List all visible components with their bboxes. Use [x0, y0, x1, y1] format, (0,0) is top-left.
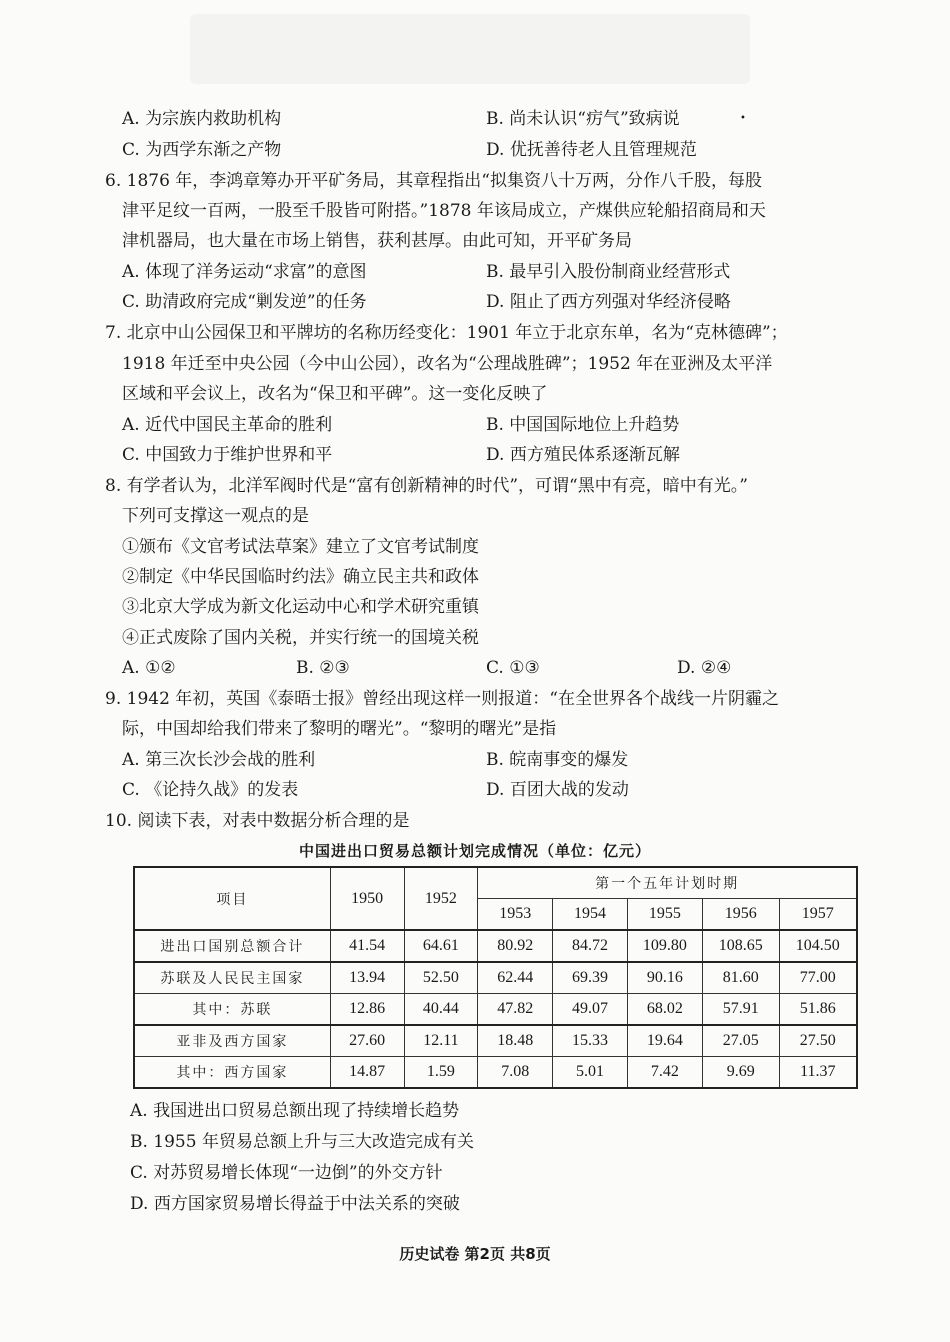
cell: 81.60	[702, 962, 779, 994]
header-year: 1956	[702, 899, 779, 931]
cell: 69.39	[553, 962, 628, 994]
q10-option-b: B. 1955 年贸易总额上升与三大改造完成有关	[130, 1132, 474, 1152]
q6-option-d: D. 阻止了西方列强对华经济侵略	[486, 292, 731, 312]
cell: 12.11	[404, 1025, 478, 1057]
cell: 15.33	[553, 1025, 628, 1057]
row-label: 亚非及西方国家	[134, 1025, 330, 1057]
cell: 104.50	[779, 930, 857, 962]
cell: 1.59	[404, 1057, 478, 1089]
q10-option-d: D. 西方国家贸易增长得益于中法关系的突破	[130, 1194, 460, 1214]
q8-statement: ②制定《中华民国临时约法》确立民主共和政体	[122, 567, 479, 587]
header-year: 1953	[478, 899, 553, 931]
q8-statement: ③北京大学成为新文化运动中心和学术研究重镇	[122, 597, 479, 617]
q10-option-a: A. 我国进出口贸易总额出现了持续增长趋势	[130, 1101, 460, 1121]
cell: 41.54	[330, 930, 404, 962]
cell: 90.16	[627, 962, 702, 994]
cell: 68.02	[627, 994, 702, 1026]
cell: 52.50	[404, 962, 478, 994]
cell: 49.07	[553, 994, 628, 1026]
q10-stem: 10. 阅读下表，对表中数据分析合理的是	[105, 811, 410, 831]
cell: 11.37	[779, 1057, 857, 1089]
cell: 9.69	[702, 1057, 779, 1089]
row-label: 进出口国别总额合计	[134, 930, 330, 962]
row-label: 苏联及人民民主国家	[134, 962, 330, 994]
header-plan-period: 第一个五年计划时期	[478, 867, 857, 899]
scan-dot: •	[740, 113, 746, 124]
cell: 7.08	[478, 1057, 553, 1089]
cell: 27.05	[702, 1025, 779, 1057]
table-row	[134, 1057, 857, 1089]
q5-option-c: C. 为西学东渐之产物	[122, 140, 282, 160]
q7-stem-line: 区域和平会议上，改名为“保卫和平碑”。这一变化反映了	[122, 384, 548, 404]
cell: 5.01	[553, 1057, 628, 1089]
header-year: 1955	[627, 899, 702, 931]
q8-option-b: B. ②③	[296, 658, 350, 678]
cell: 7.42	[627, 1057, 702, 1089]
q9-option-c: C. 《论持久战》的发表	[122, 780, 299, 800]
q7-stem-line: 1918 年迁至中央公园（今中山公园），改名为“公理战胜碑”；1952 年在亚洲及太平洋	[122, 354, 773, 374]
table-header-row	[134, 867, 857, 899]
cell: 109.80	[627, 930, 702, 962]
q6-stem-line: 津机器局，也大量在市场上销售，获利甚厚。由此可知，开平矿务局	[122, 231, 632, 251]
q5-option-d: D. 优抚善待老人且管理规范	[486, 140, 697, 160]
q7-option-d: D. 西方殖民体系逐渐瓦解	[486, 445, 680, 465]
q8-statement: ④正式废除了国内关税，并实行统一的国境关税	[122, 628, 479, 648]
q9-option-d: D. 百团大战的发动	[486, 780, 629, 800]
cell: 19.64	[627, 1025, 702, 1057]
q6-stem-line: 津平足纹一百两，一股至千股皆可附搭。”1878 年该局成立，产煤供应轮船招商局和天	[122, 201, 766, 221]
cell: 84.72	[553, 930, 628, 962]
row-label: 其中：西方国家	[134, 1057, 330, 1089]
table-row	[134, 994, 857, 1026]
q7-option-a: A. 近代中国民主革命的胜利	[122, 415, 333, 435]
cell: 27.50	[779, 1025, 857, 1057]
header-year: 1954	[553, 899, 628, 931]
page-footer: 历史试卷 第2页 共8页	[399, 1245, 551, 1263]
q5-option-b: B. 尚未认识“疠气”致病说	[486, 109, 680, 129]
q8-option-a: A. ①②	[122, 658, 176, 678]
row-label: 其中：苏联	[134, 994, 330, 1026]
header-year: 1952	[404, 867, 478, 930]
q9-option-b: B. 皖南事变的爆发	[486, 750, 629, 770]
cell: 62.44	[478, 962, 553, 994]
q6-option-b: B. 最早引入股份制商业经营形式	[486, 262, 731, 282]
cell: 12.86	[330, 994, 404, 1026]
table-row	[134, 930, 857, 962]
cell: 47.82	[478, 994, 553, 1026]
cell: 80.92	[478, 930, 553, 962]
q7-option-c: C. 中国致力于维护世界和平	[122, 445, 333, 465]
cell: 51.86	[779, 994, 857, 1026]
q7-stem-line: 7. 北京中山公园保卫和平牌坊的名称历经变化：1901 年立于北京东单，名为“克林德碑”；	[105, 323, 788, 343]
cell: 27.60	[330, 1025, 404, 1057]
cell: 14.87	[330, 1057, 404, 1089]
header-year: 1957	[779, 899, 857, 931]
header-year: 1950	[330, 867, 404, 930]
q9-stem-line: 9. 1942 年初，英国《泰晤士报》曾经出现这样一则报道：“在全世界各个战线一片阴霾之	[105, 689, 779, 709]
cell: 77.00	[779, 962, 857, 994]
q6-stem-line: 6. 1876 年，李鸿章筹办开平矿务局，其章程指出“拟集资八十万两，分作八千股，每股	[105, 171, 762, 191]
q8-stem-line: 8. 有学者认为，北洋军阀时代是“富有创新精神的时代”，可谓“黑中有亮，暗中有光。”	[105, 476, 748, 496]
cell: 40.44	[404, 994, 478, 1026]
trade-table	[133, 866, 858, 1089]
cell: 13.94	[330, 962, 404, 994]
q8-stem-line: 下列可支撑这一观点的是	[122, 506, 309, 526]
table-title: 中国进出口贸易总额计划完成情况（单位：亿元）	[298, 842, 651, 860]
q8-option-d: D. ②④	[677, 658, 732, 678]
q9-stem-line: 际，中国却给我们带来了黎明的曙光”。“黎明的曙光”是指	[122, 719, 557, 739]
q8-option-c: C. ①③	[486, 658, 540, 678]
cell: 18.48	[478, 1025, 553, 1057]
table-row	[134, 962, 857, 994]
cell: 108.65	[702, 930, 779, 962]
q8-statement: ①颁布《文官考试法草案》建立了文官考试制度	[122, 537, 479, 557]
cell: 64.61	[404, 930, 478, 962]
table-row	[134, 1025, 857, 1057]
q10-option-c: C. 对苏贸易增长体现“一边倒”的外交方针	[130, 1163, 443, 1183]
q7-option-b: B. 中国国际地位上升趋势	[486, 415, 680, 435]
header-item: 项目	[134, 867, 330, 930]
scan-smudge	[190, 14, 750, 84]
q6-option-a: A. 体现了洋务运动“求富”的意图	[122, 262, 367, 282]
q5-option-a: A. 为宗族内救助机构	[122, 109, 282, 129]
q9-option-a: A. 第三次长沙会战的胜利	[122, 750, 316, 770]
q6-option-c: C. 助清政府完成“剿发逆”的任务	[122, 292, 367, 312]
cell: 57.91	[702, 994, 779, 1026]
